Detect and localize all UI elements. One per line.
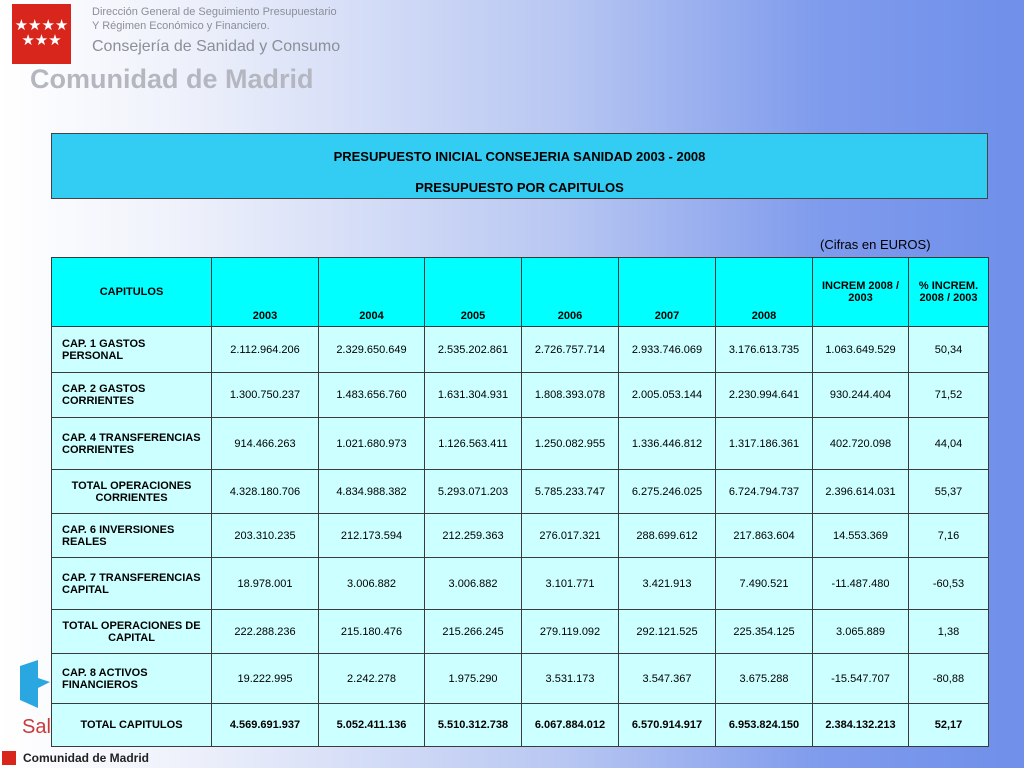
table-row	[52, 418, 989, 470]
table-cell: -15.547.707	[813, 654, 909, 704]
table-cell: 914.466.263	[212, 418, 319, 470]
row-label: CAP. 2 GASTOS CORRIENTES	[52, 373, 212, 418]
table-cell: 930.244.404	[813, 373, 909, 418]
table-row	[52, 514, 989, 558]
logo-stars-top: ★★★★	[14, 17, 69, 34]
direccion-line-1: Dirección General de Seguimiento Presupuestario	[92, 6, 337, 18]
table-cell: 7.490.521	[716, 558, 813, 610]
table-cell: 222.288.236	[212, 610, 319, 654]
table-cell: 5.293.071.203	[425, 470, 522, 514]
sanidad-logo-icon	[18, 660, 52, 708]
consejeria-heading: Consejería de Sanidad y Consumo	[92, 38, 341, 55]
table-cell: 1,38	[909, 610, 989, 654]
table-cell: 1.126.563.411	[425, 418, 522, 470]
row-label: CAP. 7 TRANSFERENCIAS CAPITAL	[52, 558, 212, 610]
table-cell: 276.017.321	[522, 514, 619, 558]
comunidad-heading: Comunidad de Madrid	[30, 64, 314, 94]
row-label: CAP. 1 GASTOS PERSONAL	[52, 327, 212, 373]
table-cell: 292.121.525	[619, 610, 716, 654]
madrid-flag-logo	[12, 4, 71, 64]
table-cell: 3.547.367	[619, 654, 716, 704]
title-line-2: PRESUPUESTO POR CAPITULOS	[415, 180, 624, 195]
table-cell: -11.487.480	[813, 558, 909, 610]
table-cell: 2.242.278	[319, 654, 425, 704]
table-cell: 1.483.656.760	[319, 373, 425, 418]
table-row	[52, 373, 989, 418]
table-cell: 3.101.771	[522, 558, 619, 610]
table-row	[52, 654, 989, 704]
footer-logo-icon	[2, 751, 16, 765]
column-header: 2006	[522, 258, 619, 327]
logo-stars-bottom: ★★★	[21, 32, 62, 49]
table-cell: 2.396.614.031	[813, 470, 909, 514]
table-cell: 6.953.824.150	[716, 704, 813, 747]
table-cell: 5.052.411.136	[319, 704, 425, 747]
table-cell: 402.720.098	[813, 418, 909, 470]
table-cell: 225.354.125	[716, 610, 813, 654]
row-label: CAP. 4 TRANSFERENCIAS CORRIENTES	[52, 418, 212, 470]
row-label: TOTAL OPERACIONES CORRIENTES	[52, 470, 212, 514]
table-cell: 2.329.650.649	[319, 327, 425, 373]
table-cell: 71,52	[909, 373, 989, 418]
table-cell: 3.531.173	[522, 654, 619, 704]
direccion-line-2: Y Régimen Económico y Financiero.	[92, 20, 270, 32]
table-cell: 3.176.613.735	[716, 327, 813, 373]
sanidad-logo-text: Sal	[22, 716, 51, 738]
table-cell: 1.250.082.955	[522, 418, 619, 470]
table-cell: 6.275.246.025	[619, 470, 716, 514]
table-cell: 1.631.304.931	[425, 373, 522, 418]
table-cell: 44,04	[909, 418, 989, 470]
table-cell: 1.975.290	[425, 654, 522, 704]
table-cell: 1.021.680.973	[319, 418, 425, 470]
table-cell: 2.230.994.641	[716, 373, 813, 418]
table-cell: 2.726.757.714	[522, 327, 619, 373]
table-cell: -80,88	[909, 654, 989, 704]
column-header: 2003	[212, 258, 319, 327]
row-label: CAP. 6 INVERSIONES REALES	[52, 514, 212, 558]
table-cell: 212.259.363	[425, 514, 522, 558]
table-cell: 14.553.369	[813, 514, 909, 558]
table-cell: 7,16	[909, 514, 989, 558]
table-cell: 215.266.245	[425, 610, 522, 654]
column-header: % INCREM. 2008 / 2003	[909, 258, 989, 327]
table-cell: 3.065.889	[813, 610, 909, 654]
table-cell: 4.834.988.382	[319, 470, 425, 514]
table-cell: 2.933.746.069	[619, 327, 716, 373]
table-cell: 4.569.691.937	[212, 704, 319, 747]
table-cell: 18.978.001	[212, 558, 319, 610]
table-cell: 6.570.914.917	[619, 704, 716, 747]
table-cell: 4.328.180.706	[212, 470, 319, 514]
column-header: 2007	[619, 258, 716, 327]
table-cell: -60,53	[909, 558, 989, 610]
title-banner	[51, 133, 988, 199]
table-cell: 5.510.312.738	[425, 704, 522, 747]
table-cell: 6.067.884.012	[522, 704, 619, 747]
table-cell: 2.112.964.206	[212, 327, 319, 373]
title-line-1: PRESUPUESTO INICIAL CONSEJERIA SANIDAD 2003 - 2008	[333, 149, 706, 164]
table-cell: 6.724.794.737	[716, 470, 813, 514]
table-cell: 52,17	[909, 704, 989, 747]
row-label: TOTAL OPERACIONES DE CAPITAL	[52, 610, 212, 654]
currency-note: (Cifras en EUROS)	[820, 237, 931, 252]
column-header: 2005	[425, 258, 522, 327]
table-row	[52, 610, 989, 654]
table-cell: 203.310.235	[212, 514, 319, 558]
direccion-general	[92, 5, 337, 33]
table-cell: 1.300.750.237	[212, 373, 319, 418]
table-cell: 1.336.446.812	[619, 418, 716, 470]
table-cell: 5.785.233.747	[522, 470, 619, 514]
table-cell: 19.222.995	[212, 654, 319, 704]
table-cell: 1.317.186.361	[716, 418, 813, 470]
footer-comunidad: Comunidad de Madrid	[23, 751, 149, 765]
column-header: 2004	[319, 258, 425, 327]
table-cell: 50,34	[909, 327, 989, 373]
table-cell: 215.180.476	[319, 610, 425, 654]
table-row	[52, 327, 989, 373]
table-header-row	[52, 258, 989, 327]
table-cell: 2.535.202.861	[425, 327, 522, 373]
table-cell: 2.384.132.213	[813, 704, 909, 747]
budget-table	[51, 257, 989, 747]
table-cell: 3.006.882	[425, 558, 522, 610]
row-label: TOTAL CAPITULOS	[52, 704, 212, 747]
table-cell: 212.173.594	[319, 514, 425, 558]
table-cell: 3.006.882	[319, 558, 425, 610]
table-cell: 3.421.913	[619, 558, 716, 610]
table-cell: 1.808.393.078	[522, 373, 619, 418]
table-cell: 1.063.649.529	[813, 327, 909, 373]
column-header: INCREM 2008 / 2003	[813, 258, 909, 327]
table-row	[52, 470, 989, 514]
column-header: 2008	[716, 258, 813, 327]
table-cell: 55,37	[909, 470, 989, 514]
table-row	[52, 558, 989, 610]
column-header: CAPITULOS	[52, 258, 212, 327]
table-cell: 217.863.604	[716, 514, 813, 558]
table-cell: 2.005.053.144	[619, 373, 716, 418]
table-cell: 288.699.612	[619, 514, 716, 558]
table-row	[52, 704, 989, 747]
table-cell: 279.119.092	[522, 610, 619, 654]
row-label: CAP. 8 ACTIVOS FINANCIEROS	[52, 654, 212, 704]
table-cell: 3.675.288	[716, 654, 813, 704]
